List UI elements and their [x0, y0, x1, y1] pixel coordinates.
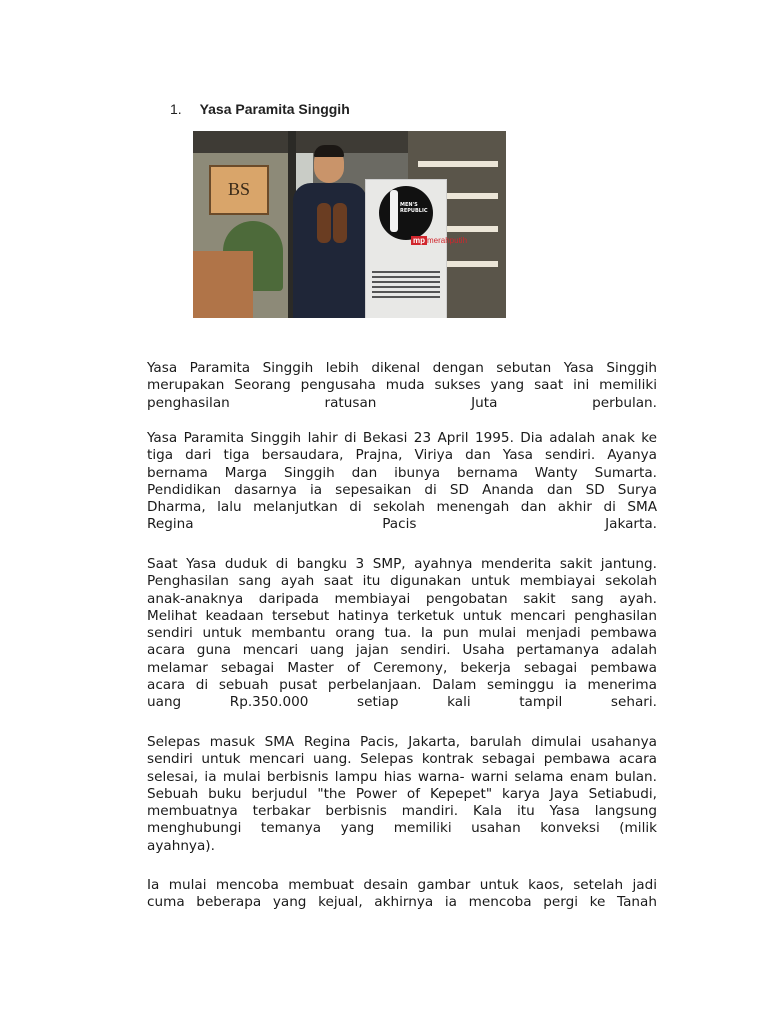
text-line: melamar sebagai Master of Ceremony, bekerja sebagai pembawa	[147, 659, 657, 676]
text-line: acara guna mencari uang jajan sendiri. Usaha pertamanya adalah	[147, 642, 657, 659]
text-line: selesai, ia mulai berbisnis lampu hias warna- warni selama enam bulan.	[147, 768, 657, 785]
text-line: tiga dari tiga bersaudara, Prajna, Viriya dan Yasa sendiri. Ayanya	[147, 447, 657, 464]
text-line: Selepas masuk SMA Regina Pacis, Jakarta, barulah dimulai usahanya	[147, 734, 657, 750]
text-line: sendiri untuk membantu orang tua. Ia pun mulai menjadi pembawa	[147, 625, 657, 642]
paragraph-4	[147, 734, 657, 855]
text-line: Regina Pacis Jakarta.	[147, 516, 657, 533]
profile-photo	[193, 131, 506, 318]
text-line: membuatnya terbakar berbisnis mandiri. Kala itu Yasa langsung	[147, 803, 657, 820]
text-line: penghasilan ratusan Juta perbulan.	[147, 394, 657, 411]
text-line: Yasa Paramita Singgih lebih dikenal dengan sebutan Yasa Singgih	[147, 360, 657, 376]
text-line: cuma beberapa yang kejual, akhirnya ia mencoba pergi ke Tanah	[147, 894, 657, 911]
store-sign: BS	[209, 165, 269, 215]
paragraph-1	[147, 360, 657, 412]
paragraph-2	[147, 430, 657, 534]
text-line: Dharma, lalu melanjutkan di sekolah menengah dan akhir di SMA	[147, 499, 657, 516]
text-line: Saat Yasa duduk di bangku 3 SMP, ayahnya menderita sakit jantung.	[147, 556, 657, 572]
person	[293, 183, 367, 318]
text-line: acara di sebuah pusat perbelanjaan. Dalam seminggu ia menerima	[147, 677, 657, 694]
paragraph-3	[147, 556, 657, 712]
list-heading	[170, 101, 350, 117]
text-line: Yasa Paramita Singgih lahir di Bekasi 23 April 1995. Dia adalah anak ke	[147, 430, 657, 446]
list-number: 1.	[170, 101, 182, 117]
paragraph-5	[147, 877, 657, 912]
text-line: Pendidikan dasarnya ia sepesaikan di SD Ananda dan SD Surya	[147, 481, 657, 498]
text-line: Sebuah buku berjudul "the Power of Kepepet" karya Jaya Setiabudi,	[147, 785, 657, 802]
heading-title: Yasa Paramita Singgih	[199, 101, 350, 117]
text-line: bernama Marga Singgih dan ibunya bernama Wanty Sumarta.	[147, 464, 657, 481]
text-line: Penghasilan sang ayah saat itu digunakan untuk membiayai sekolah	[147, 573, 657, 590]
watermark: mp merahputih	[413, 236, 468, 245]
text-line: merupakan Seorang pengusaha muda sukses yang saat ini memiliki	[147, 377, 657, 394]
text-line: menghubungi temanya yang memiliki usahan konveksi (milik	[147, 820, 657, 837]
text-line: sendiri untuk mencari uang. Selepas kontrak sebagai pembawa acara	[147, 751, 657, 768]
text-line: ayahnya).	[147, 837, 215, 854]
text-line: Melihat keadaan tersebut hatinya terketuk untuk mencari penghasilan	[147, 607, 657, 624]
store-banner: MEN'S REPUBLIC mp merahputih	[365, 179, 447, 318]
text-line: uang Rp.350.000 setiap kali tampil sehari.	[147, 694, 657, 711]
text-line: anak-anaknya daripada membiayai pengobatan sakit sang ayah.	[147, 590, 657, 607]
text-line: Ia mulai mencoba membuat desain gambar untuk kaos, setelah jadi	[147, 877, 657, 893]
